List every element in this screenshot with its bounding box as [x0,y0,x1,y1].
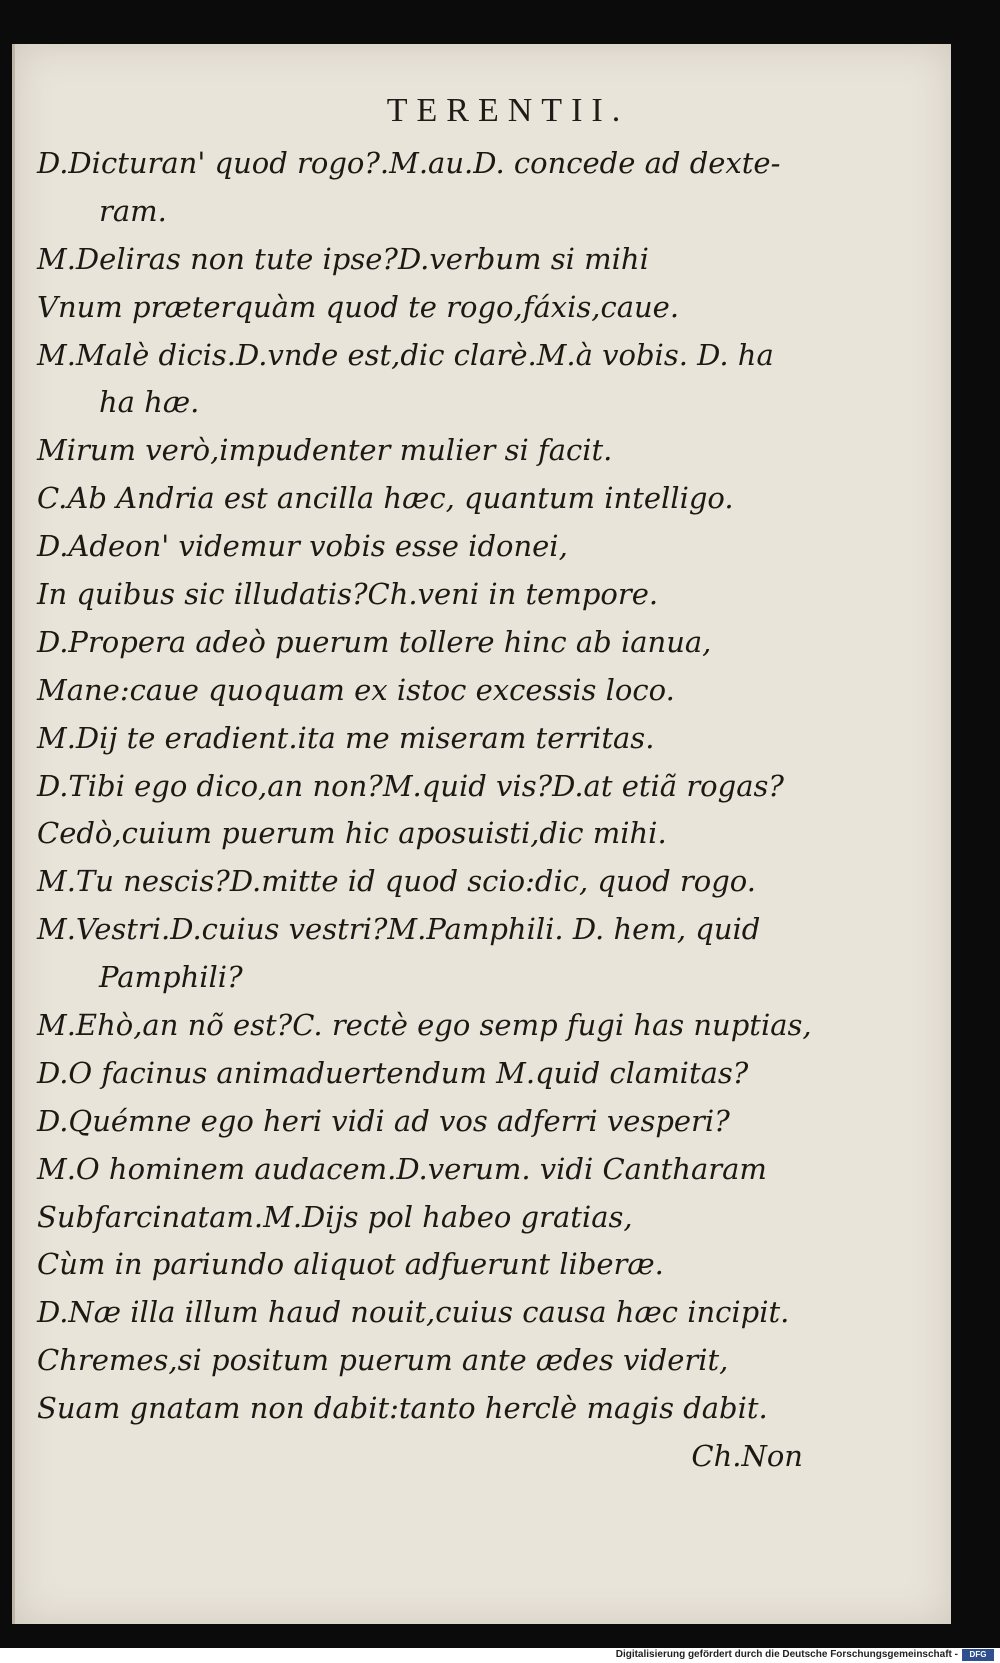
running-head: TERENTII. [386,92,630,129]
text-line: C.Ab Andria est ancilla hæc, quantum intelligo. [37,481,734,516]
text-line: Chremes,si positum puerum ante ædes viderit, [37,1343,729,1378]
text-line: M.Vestri.D.cuius vestri?M.Pamphili. D. hem, quid [37,912,761,947]
text-line: M.O hominem audacem.D.verum. vidi Cantharam [37,1151,767,1186]
footer-bar [0,1648,1000,1663]
dfg-logo-icon: DFG [962,1649,994,1661]
text-line: D.Dicturan' quod rogo?.M.au.D. concede ad dexte- [37,146,781,180]
text-line: Pamphili? [99,960,243,995]
text-line: D.Propera adeò puerum tollere hinc ab ianua, [37,624,712,659]
verse-text [37,140,917,1481]
funding-notice: Digitalisierung gefördert durch die Deutsche Forschungsgemeinschaft - [615,1649,958,1660]
text-line: ram. [99,193,167,228]
text-line: Cùm in pariundo aliquot adfuerunt liberæ. [37,1247,664,1282]
text-line: Suam gnatam non dabit:tanto herclè magis dabit. [37,1391,768,1426]
text-line: D.Næ illa illum haud nouit,cuius causa hæc incipit. [37,1295,790,1330]
text-line: Vnum præterquàm quod te rogo,fáxis,caue. [37,289,680,324]
book-page [12,44,951,1624]
text-line: Subfarcinatam.M.Dijs pol habeo gratias, [37,1199,633,1234]
text-line: D.Quémne ego heri vidi ad vos adferri vesperi? [37,1103,730,1138]
text-line: Cedò,cuium puerum hic aposuisti,dic mihi. [37,816,667,851]
text-line: M.Deliras non tute ipse?D.verbum si mihi [37,241,649,276]
text-line: D.Adeon' videmur vobis esse idonei, [37,529,568,564]
text-line: M.Tu nescis?D.mitte id quod scio:dic, quod rogo. [37,864,756,899]
catchword: Ch.Non [691,1439,803,1474]
text-line: In quibus sic illudatis?Ch.veni in tempore. [37,577,659,612]
text-line: D.Tibi ego dico,an non?M.quid vis?D.at etiã rogas? [37,768,784,803]
text-line: M.Malè dicis.D.vnde est,dic clarè.M.à vobis. D. ha [37,337,774,372]
text-line: Mane:caue quoquam ex istoc excessis loco. [37,672,675,707]
text-line: Mirum verò,impudenter mulier si facit. [37,433,613,468]
text-line: M.Ehò,an nõ est?C. rectè ego semp fugi has nuptias, [37,1008,812,1043]
text-line: D.O facinus animaduertendum M.quid clamitas? [37,1055,749,1090]
text-line: ha hæ. [99,385,200,420]
text-line: M.Dij te eradient.ita me miseram territas. [37,720,655,755]
